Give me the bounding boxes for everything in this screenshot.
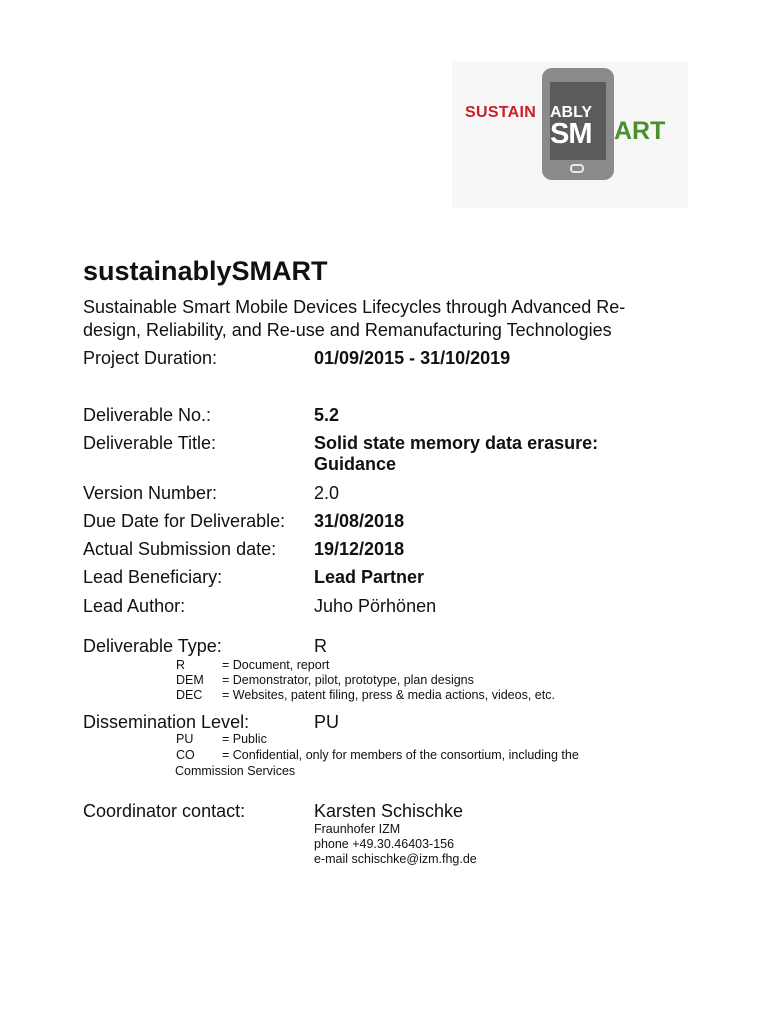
version-number-label: Version Number:	[83, 483, 218, 503]
dissemination-legend-desc: = Confidential, only for members of the consortium, including the	[222, 748, 579, 762]
dissemination-legend-code: PU	[176, 732, 194, 746]
deliverable-no-label: Deliverable No.:	[83, 405, 212, 425]
deliverable-title-label: Deliverable Title:	[83, 433, 217, 453]
logo-text-sustain: SUSTAIN	[465, 104, 537, 121]
lead-beneficiary-label: Lead Beneficiary:	[83, 567, 223, 587]
project-duration-value: 01/09/2015 - 31/10/2019	[314, 348, 511, 368]
type-legend-desc: = Document, report	[222, 658, 330, 672]
dissemination-legend-desc: = Public	[222, 732, 267, 746]
type-legend-code: DEC	[176, 688, 203, 702]
type-legend-desc: = Demonstrator, pilot, prototype, plan designs	[222, 673, 474, 687]
due-date-label: Due Date for Deliverable:	[83, 511, 286, 531]
phone-home-button-graphic	[570, 164, 584, 173]
submission-date-value: 19/12/2018	[314, 539, 405, 559]
type-legend-code: DEM	[176, 673, 204, 687]
lead-author-value: Juho Pörhönen	[314, 596, 437, 616]
coordinator-organization: Fraunhofer IZM	[314, 822, 401, 836]
dissemination-legend-continuation: Commission Services	[175, 764, 296, 778]
deliverable-type-label: Deliverable Type:	[83, 636, 222, 656]
lead-author-label: Lead Author:	[83, 596, 186, 616]
version-number-value: 2.0	[314, 483, 340, 503]
logo-text-sm: SM	[550, 118, 592, 150]
deliverable-type-value: R	[314, 636, 327, 656]
coordinator-email: e-mail schischke@izm.fhg.de	[314, 852, 477, 866]
dissemination-level-value: PU	[314, 712, 340, 732]
dissemination-level-label: Dissemination Level:	[83, 712, 250, 732]
due-date-value: 31/08/2018	[314, 511, 405, 531]
submission-date-label: Actual Submission date:	[83, 539, 277, 559]
logo-text-art: ART	[614, 117, 666, 145]
project-subtitle: Sustainable Smart Mobile Devices Lifecycles through Advanced Re-design, Reliability, and Re-use and Remanufacturing Technologies	[83, 297, 626, 340]
type-legend-code: R	[176, 658, 186, 672]
logo-text-ably: ABLY	[550, 104, 593, 121]
deliverable-title-value: Solid state memory data erasure: Guidance	[314, 433, 599, 474]
lead-beneficiary-value: Lead Partner	[314, 567, 425, 587]
deliverable-no-value: 5.2	[314, 405, 340, 425]
type-legend-desc: = Websites, patent filing, press & media actions, videos, etc.	[222, 688, 555, 702]
coordinator-phone: phone +49.30.46403-156	[314, 837, 455, 851]
document-title: sustainablySMART	[83, 256, 328, 286]
coordinator-contact-label: Coordinator contact:	[83, 801, 246, 821]
coordinator-name: Karsten Schischke	[314, 801, 464, 821]
dissemination-legend-code: CO	[176, 748, 195, 762]
project-duration-label: Project Duration:	[83, 348, 218, 368]
